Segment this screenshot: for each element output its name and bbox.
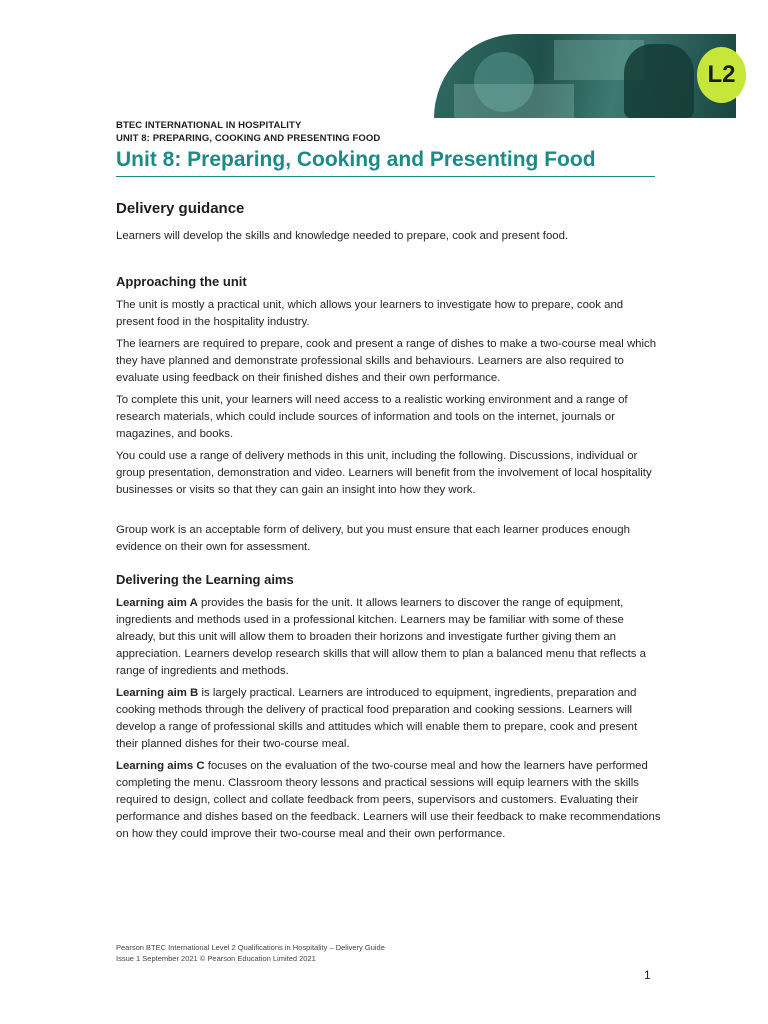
approaching-heading: Approaching the unit xyxy=(116,274,247,289)
learning-aim-c xyxy=(116,758,661,843)
series-heading: BTEC INTERNATIONAL IN HOSPITALITY xyxy=(116,120,302,131)
aim-text: focuses on the evaluation of the two-course meal and how the learners have performed completing the menu. Classroom theory lessons and practical sessions will equip learners with the skills required to design, collect and collate feedback from peers, supervisors and customers. Evaluating their performance and dishes based on the feedback. Learners will use their feedback to make recommendations on how they could improve their two-course meal and their own performance. xyxy=(116,760,661,840)
aim-label: Learning aim A xyxy=(116,597,198,609)
learning-aim-b xyxy=(116,685,661,753)
aim-text: is largely practical. Learners are introduced to equipment, ingredients, preparation and cooking methods through the delivery of practical food preparation and cooking sessions. Learners will develop a range of professional skills and attitudes which will enable them to prepare, cook and present their planned dishes for their two-course meal. xyxy=(116,687,638,750)
aims-heading: Delivering the Learning aims xyxy=(116,572,294,587)
approaching-paragraph: You could use a range of delivery methods in this unit, including the following. Discussions, individual or group presentation, demonstration and video. Learners will benefit from the involvement of local hospitality businesses or visits so that they can gain an insight into how they work. xyxy=(116,450,652,496)
footer-line: Pearson BTEC International Level 2 Qualifications in Hospitality – Delivery Guide xyxy=(116,943,385,952)
page-title: Unit 8: Preparing, Cooking and Presenting Food xyxy=(116,148,655,177)
aim-label: Learning aim B xyxy=(116,687,199,699)
approaching-paragraph: The learners are required to prepare, cook and present a range of dishes to make a two-course meal which they have planned and demonstrate professional skills and behaviours. Learners are also required to evaluate using feedback on their finished dishes and their own performance. xyxy=(116,338,657,384)
aim-label: Learning aims C xyxy=(116,760,205,772)
unit-heading: UNIT 8: PREPARING, COOKING AND PRESENTING FOOD xyxy=(116,133,381,144)
page-number: 1 xyxy=(644,968,651,982)
delivery-guidance-heading: Delivery guidance xyxy=(116,200,245,217)
footer-line: Issue 1 September 2021 © Pearson Education Limited 2021 xyxy=(116,954,316,963)
level-badge: L2 xyxy=(697,47,746,103)
photo-shape xyxy=(454,84,574,118)
delivery-intro: Learners will develop the skills and knowledge needed to prepare, cook and present food. xyxy=(116,230,569,242)
header-photo xyxy=(434,34,736,118)
approaching-paragraph: To complete this unit, your learners will need access to a realistic working environment and a range of research materials, which could include sources of information and tools on the internet, journals or magazines, and books. xyxy=(116,394,628,440)
photo-shape xyxy=(624,44,694,118)
approaching-paragraph: Group work is an acceptable form of delivery, but you must ensure that each learner produces enough evidence on their own for assessment. xyxy=(116,524,630,553)
aim-text: provides the basis for the unit. It allows learners to discover the range of equipment, ingredients and methods used in a professional kitchen. Learners may be familiar with some of these already, but this unit will allow them to broaden their horizons and investigate further giving them an appreciation. Learners develop research skills that will allow them to plan a balanced menu that reflects a range of ingredients and methods. xyxy=(116,597,646,677)
learning-aim-a xyxy=(116,595,661,680)
approaching-paragraph: The unit is mostly a practical unit, which allows your learners to investigate how to prepare, cook and present food in the hospitality industry. xyxy=(116,299,624,328)
